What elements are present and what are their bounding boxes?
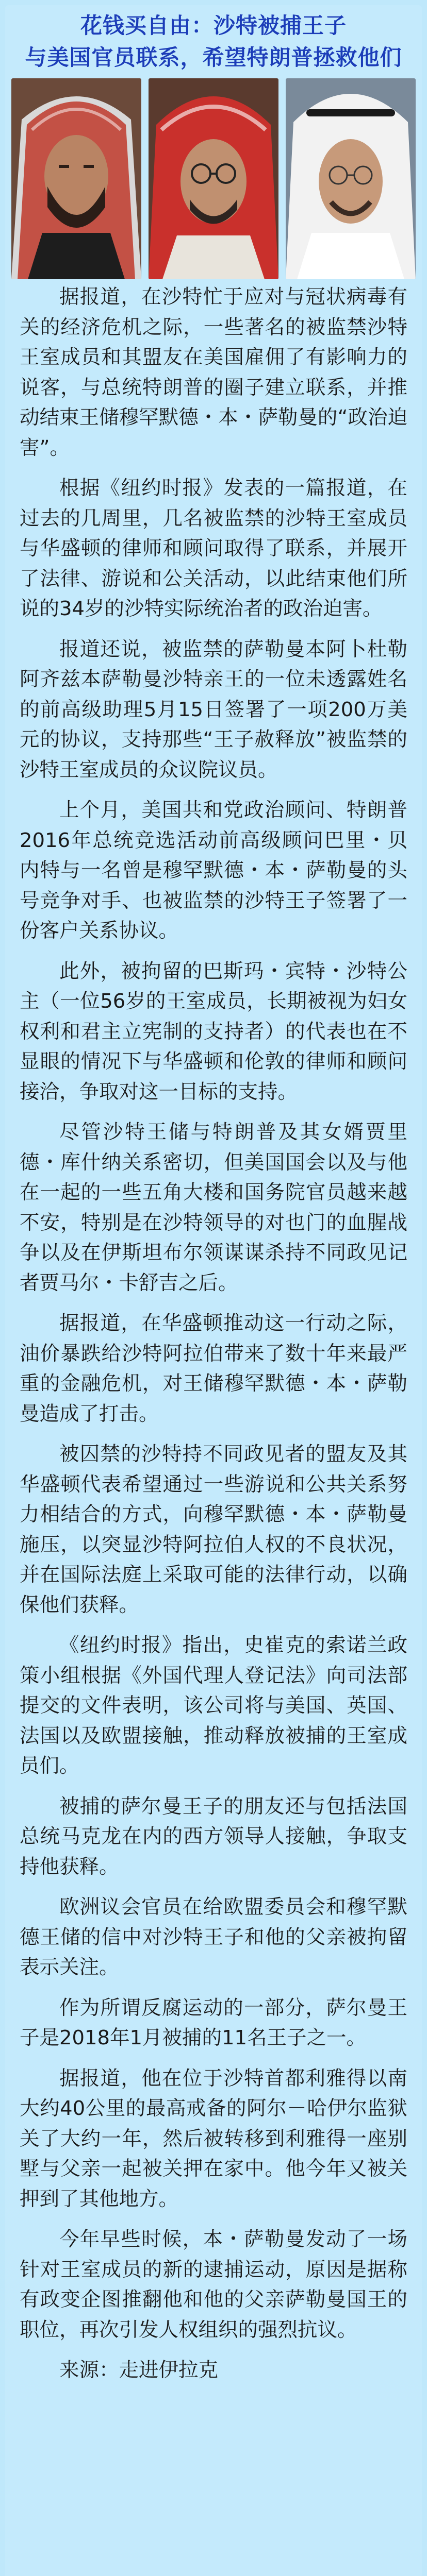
portrait-row [11, 78, 416, 279]
man-with-white-keffiyeh-glasses-portrait [286, 78, 416, 279]
man-with-red-keffiyeh-portrait [11, 78, 141, 279]
paragraph: 此外，被拘留的巴斯玛・宾特・沙特公主（一位56岁的王室成员，长期被视为妇女权利和君主立宪制的支持者）的代表也在不显眼的情况下与华盛顿和伦敦的律师和顾问接洽，争取对这一目标的支持。 [20, 959, 407, 1104]
paragraph: 今年早些时候，本・萨勒曼发动了一场针对王室成员的新的逮捕运动，原因是据称有政变企图推翻他和他的父亲萨勒曼国王的职位，再次引发人权组织的强烈抗议。 [20, 2228, 407, 2342]
paragraph: 报道还说，被监禁的萨勒曼本阿卜杜勒阿齐兹本萨勒曼沙特亲王的一位未透露姓名的前高级助理5月15日签署了一项200万美元的协议，支持那些“王子赦释放”被监禁的沙特王室成员的众议院议员。 [20, 637, 407, 782]
article-body [20, 282, 407, 2386]
paragraph: 据报道，在沙特忙于应对与冠状病毒有关的经济危机之际，一些著名的被监禁沙特王室成员和其盟友在美国雇佣了有影响力的说客，与总统特朗普的圈子建立联系，并推动结束王储穆罕默德・本・萨勒曼的“政治迫害”。 [20, 285, 407, 460]
paragraph: 欧洲议会官员在给欧盟委员会和穆罕默德王储的信中对沙特王子和他的父亲被拘留表示关注。 [20, 1895, 407, 1979]
headline-line-2: 与美国官员联系，希望特朗普拯救他们 [25, 45, 402, 70]
man-with-red-keffiyeh-glasses-portrait [149, 78, 278, 279]
headline-line-1: 花钱买自由：沙特被捕王子 [80, 13, 347, 38]
paragraph: 《纽约时报》指出，史崔克的索诺兰政策小组根据《外国代理人登记法》向司法部提交的文件表明，该公司将与美国、英国、法国以及欧盟接触，推动释放被捕的王室成员们。 [20, 1634, 407, 1777]
paragraph: 据报道，他在位于沙特首都利雅得以南大约40公里的最高戒备的阿尔－哈伊尔监狱关了大约一年，然后被转移到利雅得一座别墅与父亲一起被关押在家中。他今年又被关押到了其他地方。 [20, 2066, 407, 2211]
paragraph: 尽管沙特王储与特朗普及其女婿贾里德・库什纳关系密切，但美国国会以及与他在一起的一些五角大楼和国务院官员越来越不安，特别是在沙特领导的对也门的血腥战争以及在伊斯坦布尔领谋谋杀持不同政见记者贾马尔・卡舒吉之后。 [20, 1121, 407, 1295]
paragraph: 上个月，美国共和党政治顾问、特朗普2016年总统竞选活动前高级顾问巴里・贝内特与一名曾是穆罕默德・本・萨勒曼的头号竞争对手、也被监禁的沙特王子签署了一份客户关系协议。 [20, 799, 407, 942]
paragraph: 作为所谓反腐运动的一部分，萨尔曼王子是2018年1月被捕的11名王子之一。 [20, 1996, 407, 2049]
paragraph: 据报道，在华盛顿推动这一行动之际，油价暴跌给沙特阿拉伯带来了数十年来最严重的金融危机，对王储穆罕默德・本・萨勒曼造成了打击。 [20, 1312, 407, 1426]
paragraph: 被囚禁的沙特持不同政见者的盟友及其华盛顿代表希望通过一些游说和公共关系努力相结合的方式，向穆罕默德・本・萨勒曼施压，以突显沙特阿拉伯人权的不良状况，并在国际法庭上采取可能的法律行动，以确保他们获释。 [20, 1443, 407, 1617]
paragraph: 根据《纽约时报》发表的一篇报道，在过去的几周里，几名被监禁的沙特王室成员与华盛顿的律师和顾问取得了联系，并展开了法律、游说和公关活动，以此结束他们所说的34岁的沙特实际统治者的政治迫害。 [20, 477, 407, 620]
paragraph: 被捕的萨尔曼王子的朋友还与包括法国总统马克龙在内的西方领导人接触，争取支持他获释。 [20, 1794, 407, 1878]
source-credit: 来源：走进伊拉克 [59, 2359, 219, 2382]
